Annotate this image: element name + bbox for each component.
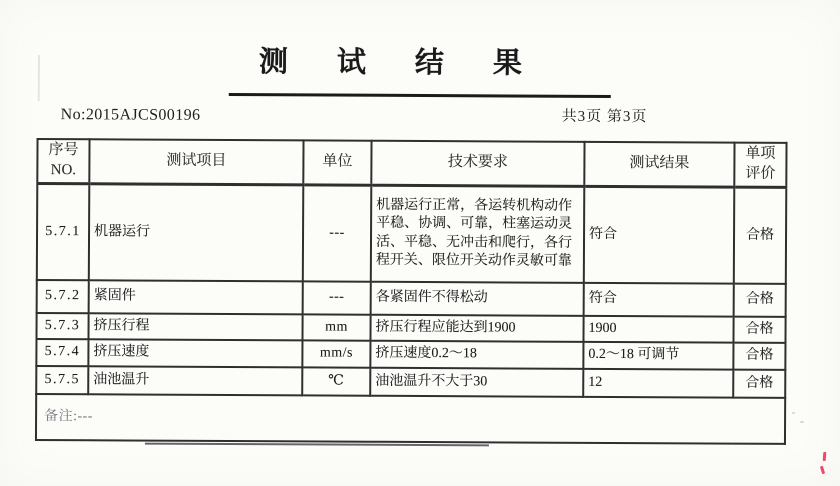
page-title: 测 试 结 果 <box>258 46 533 80</box>
remark-row <box>36 394 785 444</box>
doc-number: No:2015AJCS00196 <box>60 106 201 124</box>
cell-evaluation: 合格 <box>734 284 786 317</box>
cell-unit: --- <box>303 281 371 314</box>
scan-streak <box>38 55 40 101</box>
cell-evaluation: 合格 <box>733 343 785 370</box>
column-header-evaluation: 单项 评价 <box>734 143 786 187</box>
cell-result: 符合 <box>584 186 735 284</box>
cell-item: 挤压行程 <box>88 313 302 340</box>
cell-no: 5.7.3 <box>36 313 88 339</box>
cell-unit: --- <box>303 184 372 281</box>
scan-speck <box>792 412 795 414</box>
cell-no: 5.7.2 <box>37 280 89 313</box>
cell-requirement: 挤压行程应能达到1900 <box>370 315 583 342</box>
column-header-unit: 单位 <box>303 140 371 184</box>
cell-no: 5.7.5 <box>36 366 88 394</box>
cell-requirement: 油池温升不大于30 <box>370 368 583 397</box>
column-header-result: 测试结果 <box>584 142 734 187</box>
scan-speck <box>800 421 804 423</box>
cell-unit: mm <box>302 314 370 340</box>
cell-unit: mm/s <box>302 340 370 367</box>
cell-requirement: 机器运行正常，各运转机构动作平稳、协调、可靠，柱塞运动灵活、平稳、无冲击和爬行，各行程开关、限位开关动作灵敏可靠 <box>371 185 585 283</box>
cell-result: 符合 <box>584 283 734 317</box>
cell-evaluation: 合格 <box>733 370 785 398</box>
table-row <box>36 313 785 343</box>
cell-evaluation: 合格 <box>734 187 787 284</box>
results-table <box>35 138 788 445</box>
table-row <box>36 339 785 370</box>
title-block <box>229 39 611 98</box>
table-row <box>37 183 786 284</box>
cell-result: 12 <box>583 369 733 398</box>
cell-evaluation: 合格 <box>733 317 785 343</box>
cell-no: 5.7.4 <box>36 339 88 366</box>
remark-cell: 备注:--- <box>36 394 785 444</box>
page-indicator: 共3页 第3页 <box>561 108 648 126</box>
cell-unit: ℃ <box>302 367 370 395</box>
table-row <box>37 280 786 317</box>
cell-no: 5.7.1 <box>37 183 90 280</box>
cell-result: 0.2～18 可调节 <box>583 342 733 370</box>
page-bleed-line <box>145 443 489 447</box>
cell-requirement: 挤压速度0.2～18 <box>370 341 583 369</box>
red-pen-mark <box>823 452 827 461</box>
cell-item: 油池温升 <box>88 366 302 395</box>
column-header-requirement: 技术要求 <box>371 141 584 186</box>
column-header-item: 测试项目 <box>89 139 303 184</box>
cell-result: 1900 <box>583 316 733 343</box>
cell-requirement: 各紧固件不得松动 <box>371 282 584 316</box>
table-row <box>36 366 785 398</box>
column-header-no: 序号 NO. <box>37 139 89 183</box>
cell-item: 挤压速度 <box>88 339 302 367</box>
header-row <box>37 139 786 187</box>
cell-item: 机器运行 <box>89 183 304 281</box>
cell-item: 紧固件 <box>89 280 303 314</box>
